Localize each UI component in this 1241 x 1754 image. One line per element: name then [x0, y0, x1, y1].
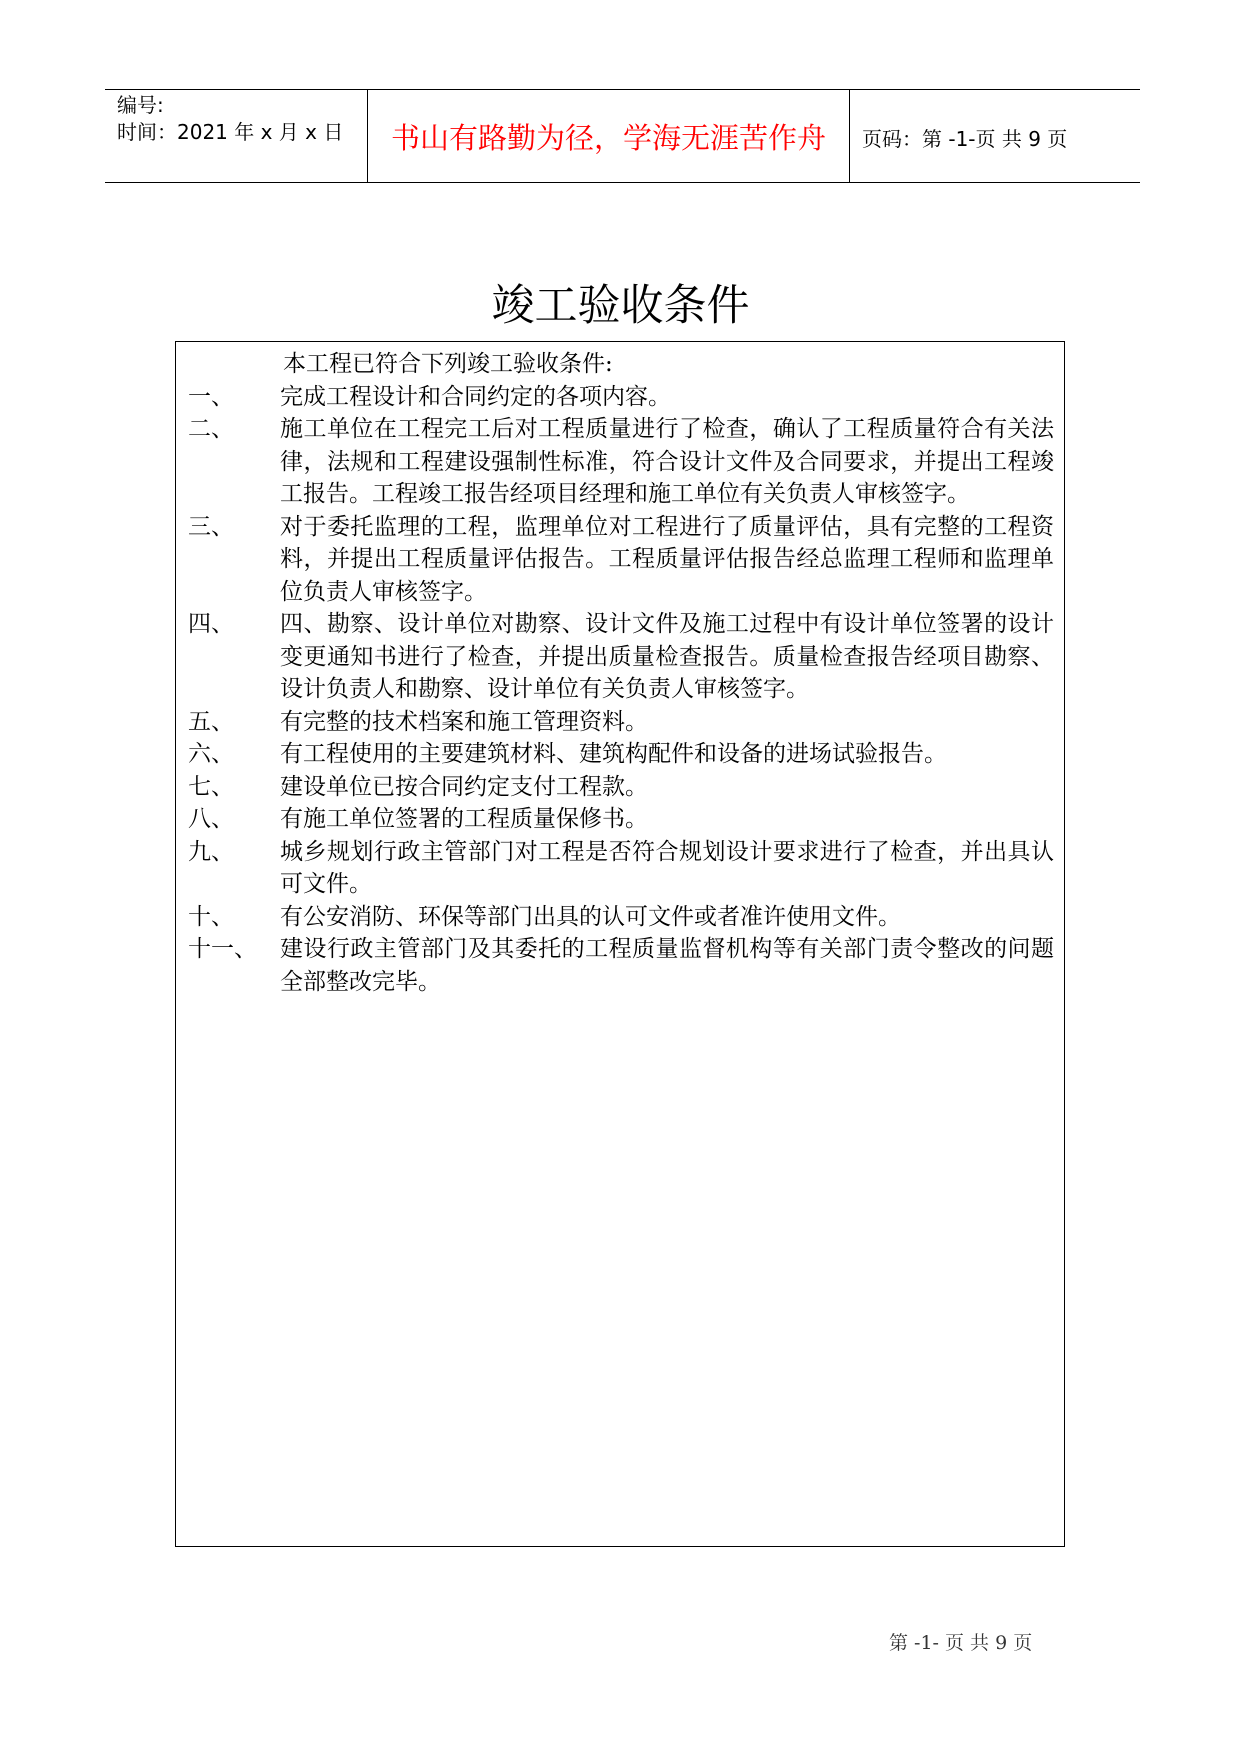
- page-number-label: 页码：第 -1-页 共 9 页: [862, 127, 1068, 151]
- item-text: 有完整的技术档案和施工管理资料。: [280, 708, 648, 735]
- list-item: [188, 933, 1054, 998]
- list-item: [188, 413, 1054, 511]
- conditions-list: [188, 348, 1054, 998]
- item-text: 四、勘察、设计单位对勘察、设计文件及施工过程中有设计单位签署的设计变更通知书进行了检查，并提出质量检查报告。质量检查报告经项目勘察、设计负责人和勘察、设计单位有关负责人审核签字。: [280, 611, 1054, 702]
- item-text: 建设行政主管部门及其委托的工程质量监督机构等有关部门责令整改的问题全部整改完毕。: [280, 936, 1054, 995]
- content-box: [175, 341, 1065, 1547]
- item-number: 五、: [188, 708, 234, 735]
- page-footer: 第 -1- 页 共 9 页: [889, 1632, 1033, 1654]
- item-text: 建设单位已按合同约定支付工程款。: [280, 773, 648, 800]
- item-number: 一、: [188, 383, 234, 410]
- item-number: 二、: [188, 416, 234, 442]
- item-number: 八、: [188, 806, 234, 832]
- list-item: [188, 738, 1054, 771]
- list-item: [188, 771, 1054, 804]
- list-item: [188, 803, 1054, 836]
- document-header: [105, 89, 1140, 183]
- item-text: 有工程使用的主要建筑材料、建筑构配件和设备的进场试验报告。: [280, 741, 947, 767]
- item-text: 有施工单位签署的工程质量保修书。: [280, 806, 648, 832]
- intro-text: 本工程已符合下列竣工验收条件:: [283, 351, 613, 377]
- motto-text: 书山有路勤为径，学海无涯苦作舟: [390, 121, 826, 155]
- list-item: [188, 381, 1054, 414]
- list-item: [188, 608, 1054, 706]
- list-item: [188, 836, 1054, 901]
- header-motto-cell: [368, 90, 850, 182]
- item-number: 四、: [188, 611, 234, 637]
- item-number: 三、: [188, 513, 234, 540]
- item-text: 有公安消防、环保等部门出具的认可文件或者准许使用文件。: [280, 903, 901, 930]
- item-text: 施工单位在工程完工后对工程质量进行了检查，确认了工程质量符合有关法律，法规和工程建设强制性标准，符合设计文件及合同要求，并提出工程竣工报告。工程竣工报告经项目经理和施工单位有关负责人审核签字。: [280, 416, 1054, 507]
- item-number: 七、: [188, 773, 234, 800]
- document-title: 竣工验收条件: [491, 281, 750, 331]
- header-page-cell: [850, 90, 1140, 182]
- item-number: 六、: [188, 741, 234, 767]
- list-item: [188, 511, 1054, 609]
- item-number: 十、: [188, 903, 234, 930]
- header-meta-cell: [105, 90, 368, 182]
- item-number: 九、: [188, 838, 234, 865]
- item-text: 对于委托监理的工程，监理单位对工程进行了质量评估，具有完整的工程资料，并提出工程质量评估报告。工程质量评估报告经总监理工程师和监理单位负责人审核签字。: [280, 513, 1054, 605]
- serial-number-label: 编号:: [117, 93, 164, 117]
- list-item: [188, 901, 1054, 934]
- item-number: 十一、: [188, 936, 257, 962]
- item-text: 完成工程设计和合同约定的各项内容。: [280, 383, 671, 410]
- item-text: 城乡规划行政主管部门对工程是否符合规划设计要求进行了检查，并出具认可文件。: [280, 838, 1054, 897]
- date-label: 时间：2021 年 x 月 x 日: [117, 120, 344, 144]
- list-item: [188, 706, 1054, 739]
